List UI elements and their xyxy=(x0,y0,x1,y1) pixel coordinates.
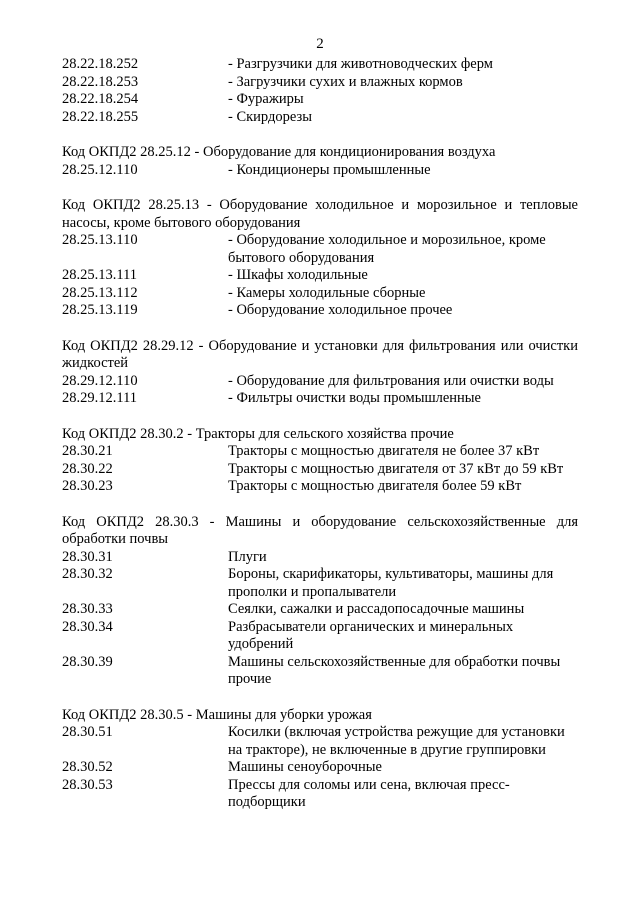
code-row xyxy=(62,619,578,654)
okpd-code: 28.30.51 xyxy=(62,724,113,740)
item-name: - Фуражиры xyxy=(228,91,304,107)
code-row xyxy=(62,91,578,109)
item-name: Машины сеноуборочные xyxy=(228,759,382,775)
item-name: - Разгрузчики для животноводческих ферм xyxy=(228,56,493,72)
okpd-code: 28.22.18.254 xyxy=(62,91,139,107)
item-name: Тракторы с мощностью двигателя не более 37 кВт xyxy=(228,443,540,459)
code-row xyxy=(62,109,578,127)
item-name: Разбрасыватели органических и минеральных удобрений xyxy=(228,618,514,652)
okpd-code: 28.22.18.255 xyxy=(62,108,139,125)
okpd-section xyxy=(62,197,578,320)
item-name: - Оборудование холодильное и морозильное, кроме бытового оборудования xyxy=(228,232,546,266)
code-row xyxy=(62,285,578,303)
code-row xyxy=(62,461,578,479)
item-name: Плуги xyxy=(228,548,267,565)
okpd-code: 28.30.32 xyxy=(62,566,113,582)
okpd-code: 28.25.12.110 xyxy=(62,161,138,178)
okpd-code: 28.25.13.111 xyxy=(62,267,138,283)
code-row xyxy=(62,478,578,496)
code-row xyxy=(62,162,578,180)
okpd-code: 28.29.12.111 xyxy=(62,390,138,406)
code-row xyxy=(62,267,578,285)
code-row xyxy=(62,601,578,619)
item-name: Машины сельскохозяйственные для обработки почвы прочие xyxy=(228,653,561,687)
page-number: 2 xyxy=(316,36,324,52)
code-row xyxy=(62,654,578,689)
okpd-code: 28.30.23 xyxy=(62,478,113,494)
code-row xyxy=(62,74,578,92)
code-row xyxy=(62,232,578,267)
item-name: Сеялки, сажалки и рассадопосадочные машины xyxy=(228,601,525,617)
item-name: - Фильтры очистки воды промышленные xyxy=(228,390,481,406)
code-row xyxy=(62,777,578,812)
item-name: Тракторы с мощностью двигателя от 37 кВт до 59 кВт xyxy=(228,460,564,477)
section-heading: Код ОКПД2 28.25.12 - Оборудование для кондиционирования воздуха xyxy=(62,144,496,160)
section-heading: Код ОКПД2 28.30.2 - Тракторы для сельского хозяйства прочие xyxy=(62,425,454,442)
section-heading: Код ОКПД2 28.30.5 - Машины для уборки урожая xyxy=(62,706,372,723)
code-row xyxy=(62,724,578,759)
section-heading: Код ОКПД2 28.25.13 - Оборудование холодильное и морозильное и тепловые насосы, кроме бытового оборудования xyxy=(62,197,578,231)
code-row xyxy=(62,56,578,74)
okpd-section xyxy=(62,426,578,496)
item-name: Бороны, скарификаторы, культиваторы, машины для прополки и пропалыватели xyxy=(228,566,554,600)
item-name: - Оборудование холодильное прочее xyxy=(228,302,453,318)
okpd-code: 28.22.18.253 xyxy=(62,73,139,90)
top-block xyxy=(62,56,578,126)
section-heading: Код ОКПД2 28.29.12 - Оборудование и установки для фильтрования или очистки жидкостей xyxy=(62,337,578,371)
okpd-code: 28.30.39 xyxy=(62,653,113,670)
item-name: - Загрузчики сухих и влажных кормов xyxy=(228,73,463,90)
okpd-code: 28.25.13.112 xyxy=(62,284,138,301)
item-name: - Оборудование для фильтрования или очистки воды xyxy=(228,372,554,389)
item-name: - Кондиционеры промышленные xyxy=(228,161,431,178)
item-name: Тракторы с мощностью двигателя более 59 кВт xyxy=(228,478,522,494)
item-name: - Шкафы холодильные xyxy=(228,267,368,283)
code-row xyxy=(62,549,578,567)
code-row xyxy=(62,759,578,777)
okpd-code: 28.30.34 xyxy=(62,618,113,635)
item-name: - Камеры холодильные сборные xyxy=(228,284,426,301)
okpd-code: 28.25.13.110 xyxy=(62,232,138,248)
item-name: Косилки (включая устройства режущие для установки на тракторе), не включенные в другие группировки xyxy=(228,724,565,758)
okpd-code: 28.25.13.119 xyxy=(62,302,138,318)
code-row xyxy=(62,443,578,461)
code-row xyxy=(62,566,578,601)
code-row xyxy=(62,373,578,391)
item-name: Прессы для соломы или сена, включая пресс-подборщики xyxy=(228,776,510,810)
okpd-code: 28.29.12.110 xyxy=(62,372,138,389)
okpd-code: 28.30.33 xyxy=(62,601,113,617)
okpd-section xyxy=(62,338,578,408)
okpd-code: 28.30.22 xyxy=(62,460,113,477)
code-row xyxy=(62,390,578,408)
section-heading: Код ОКПД2 28.30.3 - Машины и оборудование сельскохозяйственные для обработки почвы xyxy=(62,513,578,547)
code-row xyxy=(62,302,578,320)
okpd-code: 28.22.18.252 xyxy=(62,56,139,72)
item-name: - Скирдорезы xyxy=(228,108,312,125)
okpd-code: 28.30.31 xyxy=(62,548,113,565)
okpd-code: 28.30.52 xyxy=(62,759,113,775)
okpd-section xyxy=(62,514,578,689)
document-content xyxy=(62,56,578,812)
okpd-code: 28.30.21 xyxy=(62,443,113,459)
okpd-code: 28.30.53 xyxy=(62,776,113,793)
okpd-section xyxy=(62,707,578,812)
okpd-section xyxy=(62,144,578,179)
